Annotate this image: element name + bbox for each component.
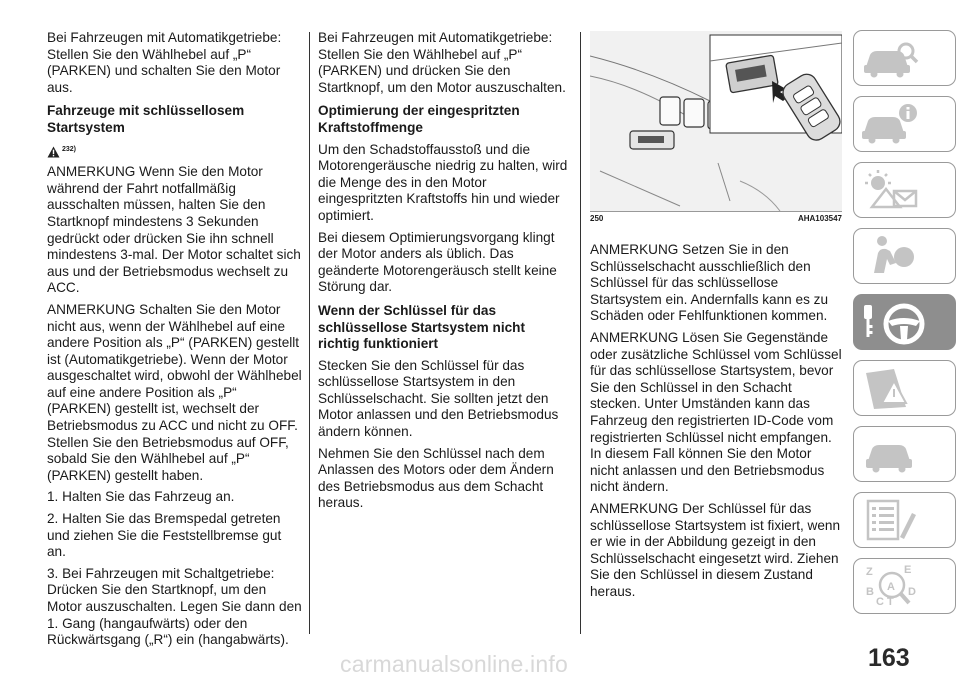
paragraph: Stecken Sie den Schlüssel für das schlüssellose Startsystem in den Schlüsselschacht. Sie sollten jetzt den Motor anlassen und den Betriebsmodus ändern können. (318, 357, 559, 440)
paragraph: ANMERKUNG Setzen Sie in den Schlüsselschacht ausschließlich den Schlüssel für das schlüssellose Startsystem ein. Andernfalls kann es zu Schäden oder Fehlfunktionen kommen. (590, 242, 829, 324)
tab-car-service[interactable] (853, 426, 956, 482)
car-info-icon (860, 101, 920, 147)
warning-ref-number: 232) (62, 145, 77, 153)
key-slot-illustration (590, 31, 842, 212)
index-letters-icon (860, 563, 920, 609)
tab-roadside-warning[interactable] (853, 360, 956, 416)
paragraph: ANMERKUNG Lösen Sie Gegenstände oder zusätzliche Schlüssel vom Schlüssel für das schlüssellose Startsystem, bevor Sie den Schlüssel in den Schacht stecken. Unter Umständen kann das Fahrzeug den registrierten ID-Code vom registrierten Schlüssel nicht empfangen. In diesem Fall können Sie den Motor nicht anlassen und den Betriebsmodus nicht ändern. (590, 329, 842, 495)
text-column-1 (47, 30, 302, 654)
tab-specifications[interactable] (853, 492, 956, 548)
index-letter: A (887, 581, 895, 593)
tab-dashboard-lights[interactable] (853, 162, 956, 218)
car-search-icon (860, 35, 920, 81)
tab-car-search[interactable] (853, 30, 956, 86)
index-letter: C (876, 596, 884, 608)
column-divider (309, 32, 310, 634)
list-item: 3. Bei Fahrzeugen mit Schaltgetriebe: Drücken Sie den Startknopf, um den Motor auszuschalten. Legen Sie dann den 1. Gang (hangaufwärts) oder den Rückwärtsgang („R“) ein (hangabwärts). (47, 565, 302, 648)
airbag-icon (860, 233, 920, 279)
list-item: 2. Halten Sie das Bremspedal getreten und ziehen Sie die Feststellbremse gut an. (47, 511, 282, 560)
index-letter: B (866, 586, 874, 598)
index-letter: T (887, 596, 894, 608)
paragraph: Bei diesem Optimierungsvorgang klingt der Motor anders als üblich. Das geänderte Motorengeräusch stellt keine Störung dar. (318, 229, 557, 295)
section-heading: Fahrzeuge mit schlüssellosem Startsystem (47, 103, 245, 135)
tab-key-steering-wheel[interactable] (853, 294, 956, 350)
paragraph: ANMERKUNG Wenn Sie den Motor während der Fahrt notfallmäßig ausschalten müssen, halten Sie den Startknopf mindestens 3 Sekunden gedrückt oder drücken Sie ihn schnell mindestens 3-mal. Der Motor schaltet sich aus und der Betriebsmodus wechselt zu ACC. (47, 164, 301, 296)
index-letter: E (904, 564, 912, 576)
paragraph: ANMERKUNG Schalten Sie den Motor nicht aus, wenn der Wählhebel auf eine andere Position als „P“ (PARKEN) gestellt ist (Automatikgetriebe). Wenn der Motor ausgeschaltet wird, obwohl der Wählhebel auf eine andere Position als „P“ (PARKEN) gestellt ist, wechselt der Betriebsmodus zu ACC und nicht zu OFF. Stellen Sie den Betriebsmodus auf OFF, sobald Sie den Wählhebel auf „P“ (PARKEN) gestellt haben. (47, 301, 302, 483)
car-service-icon (860, 431, 920, 477)
tab-airbag[interactable] (853, 228, 956, 284)
figure-code: AHA103547 (797, 214, 842, 223)
paragraph: ANMERKUNG Der Schlüssel für das schlüssellose Startsystem ist fixiert, wenn er wie in der Abbildung gezeigt in den Schlüsselschacht eingesetzt wird. Ziehen Sie den Schlüssel in diesem Zustand heraus. (590, 500, 841, 599)
index-letter: Z (866, 566, 873, 578)
tab-index[interactable] (853, 558, 956, 614)
tab-car-info[interactable] (853, 96, 956, 152)
paragraph: Bei Fahrzeugen mit Automatikgetriebe: Stellen Sie den Wählhebel auf „P“ (PARKEN) und schalten Sie den Motor aus. (47, 30, 282, 95)
roadside-warning-icon (860, 365, 920, 411)
section-heading: Optimierung der eingespritzten Kraftstoffmenge (318, 103, 520, 135)
key-steering-wheel-icon (860, 299, 934, 347)
chapter-tabs (853, 30, 960, 625)
figure-number: 250 (590, 214, 604, 223)
paragraph: Um den Schadstoffausstoß und die Motorengeräusche niedrig zu halten, wird die Menge des in den Motor eingespritzten Kraftstoffs hin und wieder optimiert. (318, 141, 568, 223)
list-item: 1. Halten Sie das Fahrzeug an. (47, 489, 235, 505)
paragraph: Bei Fahrzeugen mit Automatikgetriebe: Stellen Sie den Wählhebel auf „P“ (PARKEN) und drücken Sie den Startknopf, um den Motor auszuschalten. (318, 30, 566, 95)
warning-reference (47, 142, 302, 159)
page-number: 163 (868, 644, 910, 672)
dashboard-lights-icon (860, 167, 920, 213)
warning-triangle-icon (47, 146, 60, 158)
specifications-icon (860, 497, 920, 543)
paragraph: Nehmen Sie den Schlüssel nach dem Anlassen des Motors oder dem Ändern des Betriebsmodus aus dem Schacht heraus. (318, 445, 554, 511)
section-heading: Wenn der Schlüssel für das schlüssellose Startsystem nicht richtig funktioniert (318, 302, 526, 352)
text-column-3 (590, 242, 842, 605)
index-letter: D (908, 586, 916, 598)
text-column-2 (318, 30, 570, 517)
column-divider (580, 32, 581, 634)
watermark: carmanualsonline.info (340, 651, 568, 677)
